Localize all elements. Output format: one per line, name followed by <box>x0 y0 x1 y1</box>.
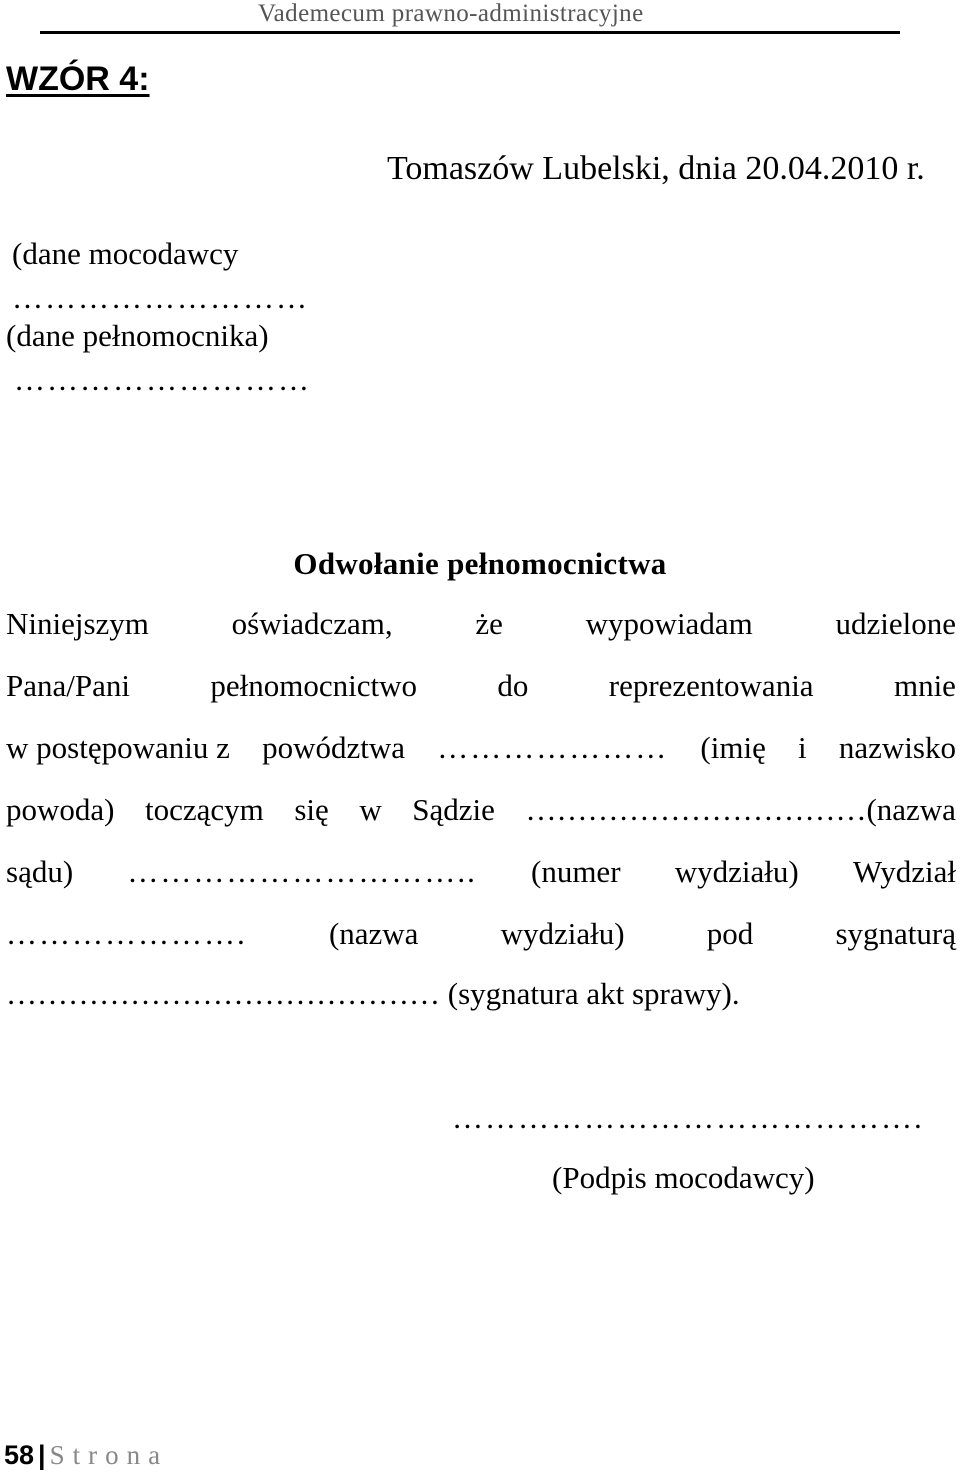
court-name-dots: ……………………………(nazwa <box>525 792 956 827</box>
body-word: wypowiadam <box>585 606 753 641</box>
body-word: toczącym <box>145 792 264 827</box>
plaintiff-name-dots: ………………… <box>437 730 669 765</box>
body-word: w postępowaniu z <box>6 730 230 765</box>
division-number-dots: ………………………….. <box>127 854 477 889</box>
body-word: sądu) <box>6 854 74 889</box>
page-word: Strona <box>49 1440 169 1470</box>
template-label: WZÓR 4: <box>6 60 150 98</box>
principal-data-dots: ……………………… <box>12 280 309 315</box>
body-word: Wydział <box>852 854 956 889</box>
division-name-dots: …………………. <box>6 916 247 951</box>
body-line-4 <box>6 792 956 828</box>
body-word: i <box>798 730 807 765</box>
body-word: powództwa <box>262 730 405 765</box>
body-word: Niniejszym <box>6 606 149 641</box>
body-word: (numer <box>531 854 621 889</box>
body-word: Sądzie <box>412 792 495 827</box>
signature-caption: (Podpis mocodawcy) <box>552 1160 815 1195</box>
signature-line: ……………………………………. <box>452 1100 924 1135</box>
body-word: wydziału) <box>674 854 799 889</box>
principal-data-label: (dane mocodawcy <box>12 236 239 271</box>
body-word: udzielone <box>835 606 956 641</box>
document-title: Odwołanie pełnomocnictwa <box>293 546 667 581</box>
body-line-5 <box>6 854 956 890</box>
body-word: Pana/Pani <box>6 668 130 703</box>
body-word: pod <box>706 916 754 951</box>
body-word: mnie <box>893 668 956 703</box>
body-line-2 <box>6 668 956 704</box>
body-word: się <box>294 792 329 827</box>
header-rule <box>40 31 900 34</box>
body-line-3 <box>6 730 956 766</box>
body-word: powoda) <box>6 792 115 827</box>
attorney-data-dots: ……………………… <box>14 362 311 397</box>
page-number: 58 <box>4 1440 35 1470</box>
body-word: (nazwa <box>328 916 419 951</box>
place-date: Tomaszów Lubelski, dnia 20.04.2010 r. <box>387 150 925 187</box>
body-line-1 <box>6 606 956 642</box>
body-word: w <box>359 792 382 827</box>
body-word: pełnomocnictwo <box>210 668 417 703</box>
body-word: oświadczam, <box>231 606 393 641</box>
body-line-6 <box>6 916 956 952</box>
page-footer <box>4 1440 168 1471</box>
running-header: Vademecum prawno-administracyjne <box>258 0 644 27</box>
body-word: do <box>497 668 529 703</box>
body-word: reprezentowania <box>608 668 814 703</box>
page-separator: | <box>38 1440 46 1470</box>
body-word: że <box>475 606 503 641</box>
attorney-data-label: (dane pełnomocnika) <box>6 318 269 353</box>
body-line-7: …………………………………… (sygnatura akt sprawy). <box>6 976 740 1011</box>
body-word: nazwisko <box>838 730 956 765</box>
body-word: wydziału) <box>500 916 625 951</box>
body-word: sygnaturą <box>835 916 956 951</box>
body-word: (imię <box>700 730 766 765</box>
